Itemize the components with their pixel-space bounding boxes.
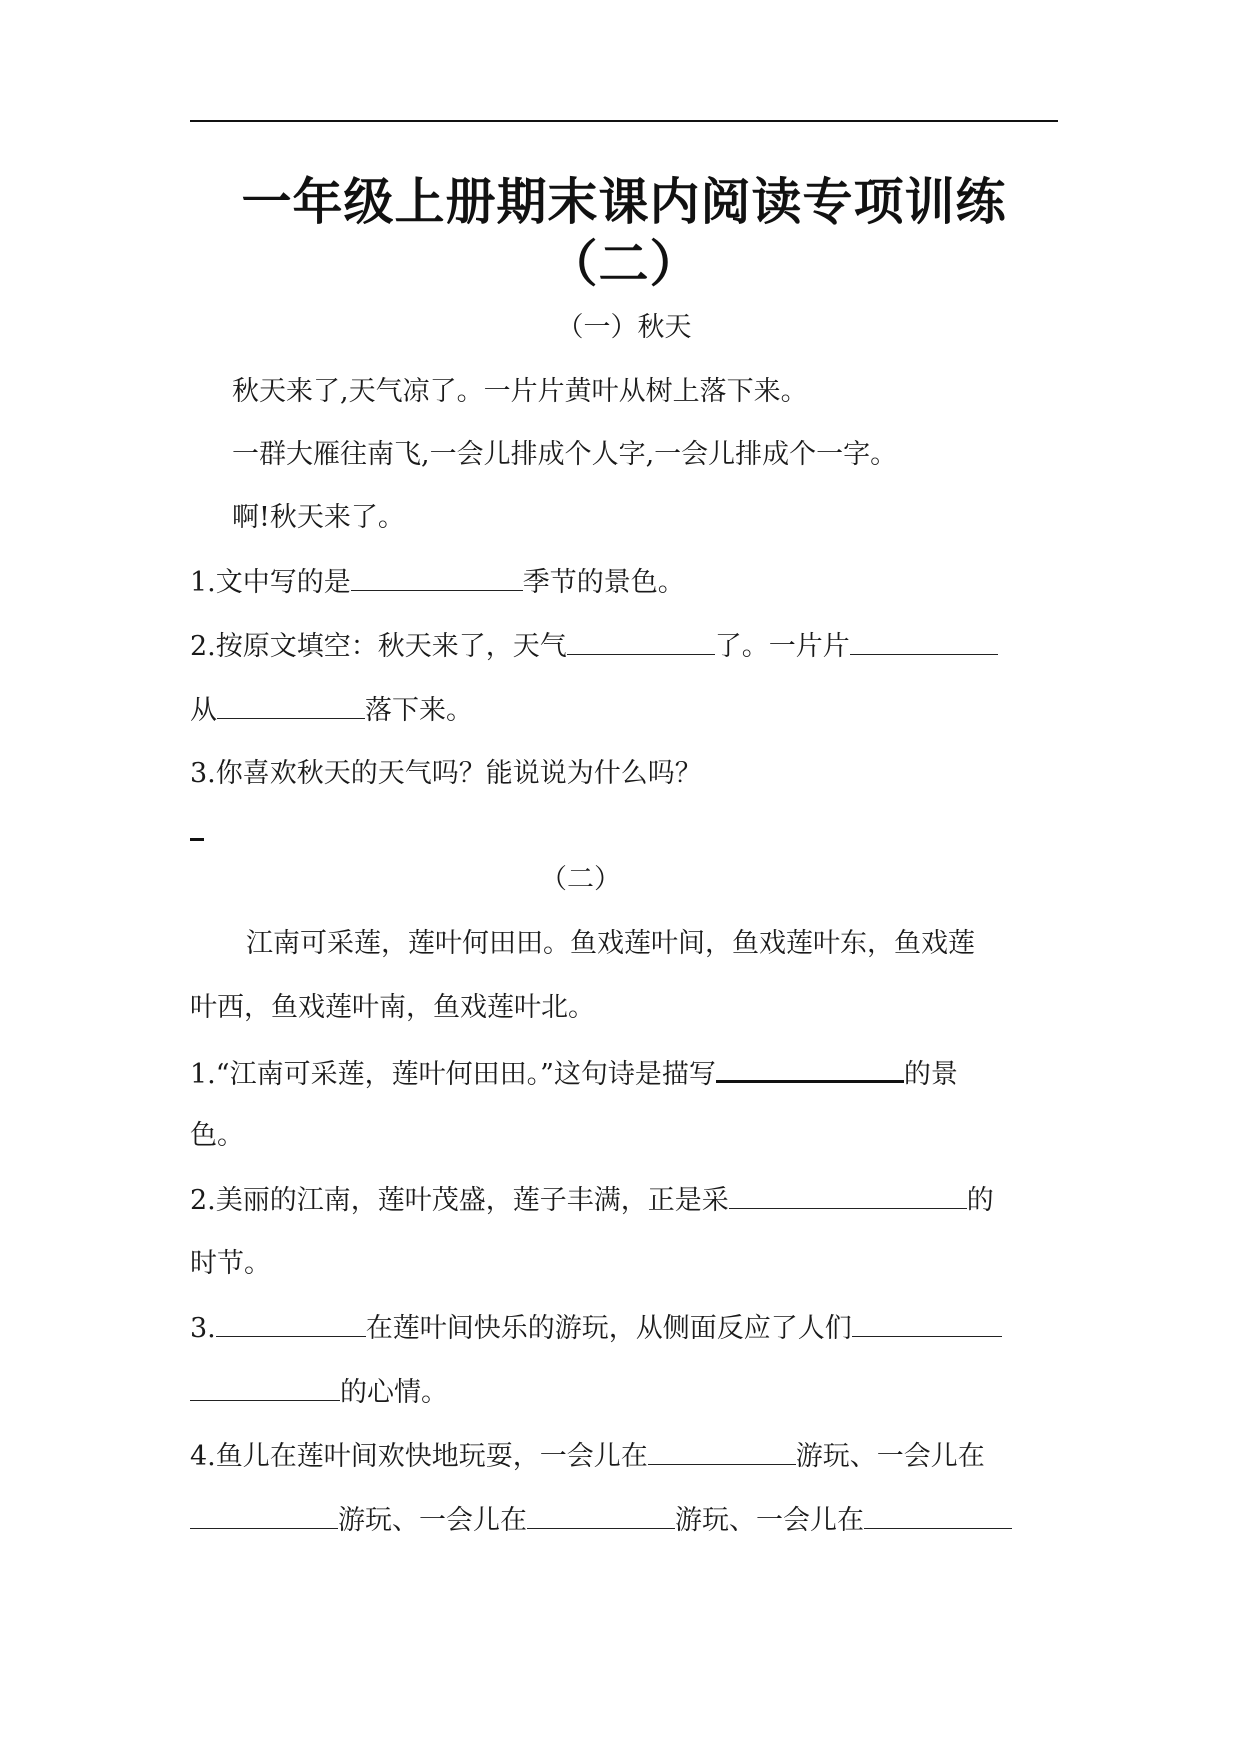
answer-blank[interactable] <box>852 1310 1002 1337</box>
section1-passage-line1: 秋天来了,天气凉了。一片片黄叶从树上落下来。 <box>232 376 808 407</box>
question-text: 4.鱼儿在莲叶间欢快地玩耍，一会儿在 <box>190 1441 648 1472</box>
question-text: 1.文中写的是 <box>190 567 351 598</box>
section2-passage-line2: 叶西，鱼戏莲叶南，鱼戏莲叶北。 <box>190 992 595 1023</box>
section2-question-2-cont: 时节。 <box>190 1248 271 1279</box>
question-text: 2.美丽的江南，莲叶茂盛，莲子丰满，正是采 <box>190 1185 729 1216</box>
question-text: 季节的景色。 <box>522 567 685 598</box>
section2-question-4 <box>190 1438 1058 1475</box>
answer-blank[interactable] <box>864 1502 1012 1529</box>
question-text: 的景 <box>903 1059 958 1090</box>
section2-question-1 <box>190 1054 1058 1093</box>
section2-question-2 <box>190 1182 1058 1219</box>
question-text: 从 <box>190 695 217 726</box>
section2-passage-line1: 江南可采莲，莲叶何田田。鱼戏莲叶间，鱼戏莲叶东，鱼戏莲 <box>246 928 975 959</box>
section1-question-1 <box>190 564 1058 601</box>
answer-line-start[interactable] <box>190 838 204 841</box>
question-text: 3. <box>190 1313 216 1344</box>
answer-blank[interactable] <box>217 692 365 719</box>
section1-question-3: 3.你喜欢秋天的天气吗？能说说为什么吗？ <box>190 758 702 789</box>
question-text: 落下来。 <box>365 695 473 726</box>
section1-question-2-cont <box>190 692 1058 729</box>
section2-question-4-cont <box>190 1502 1058 1539</box>
page-title: 一年级上册期末课内阅读专项训练 <box>241 173 1007 231</box>
question-text: 了。一片片 <box>714 631 850 662</box>
question-text: 游玩、一会儿在 <box>795 1441 985 1472</box>
section1-heading: （一）秋天 <box>556 312 692 343</box>
question-text: 2.按原文填空：秋天来了，天气 <box>190 631 567 662</box>
answer-blank[interactable] <box>351 564 523 591</box>
section2-question-3-cont <box>190 1374 1058 1411</box>
answer-blank[interactable] <box>190 1502 338 1529</box>
header-rule <box>190 120 1058 122</box>
question-text: 游玩、一会儿在 <box>675 1505 864 1536</box>
question-text: 在莲叶间快乐的游玩，从侧面反应了人们 <box>365 1313 852 1344</box>
section2-heading: （二） <box>540 864 621 895</box>
section2-question-1-cont: 色。 <box>190 1120 244 1151</box>
question-text: 1.“江南可采莲，莲叶何田田。”这句诗是描写 <box>190 1059 716 1090</box>
section1-question-2 <box>190 628 1058 665</box>
answer-blank[interactable] <box>527 1502 675 1529</box>
answer-blank[interactable] <box>850 628 998 655</box>
answer-blank[interactable] <box>190 1374 340 1401</box>
answer-blank[interactable] <box>729 1182 967 1209</box>
question-text: 游玩、一会儿在 <box>338 1505 527 1536</box>
answer-blank[interactable] <box>648 1438 796 1465</box>
question-text: 的心情。 <box>340 1377 448 1408</box>
section1-passage-line2: 一群大雁往南飞,一会儿排成个人字,一会儿排成个一字。 <box>232 439 898 470</box>
question-text: 的 <box>966 1185 994 1216</box>
section2-question-3 <box>190 1310 1058 1347</box>
page-title-number: （二） <box>547 235 701 293</box>
answer-blank[interactable] <box>567 628 715 655</box>
answer-blank[interactable] <box>716 1054 904 1083</box>
section1-passage-line3: 啊!秋天来了。 <box>232 502 405 533</box>
answer-blank[interactable] <box>216 1310 366 1337</box>
